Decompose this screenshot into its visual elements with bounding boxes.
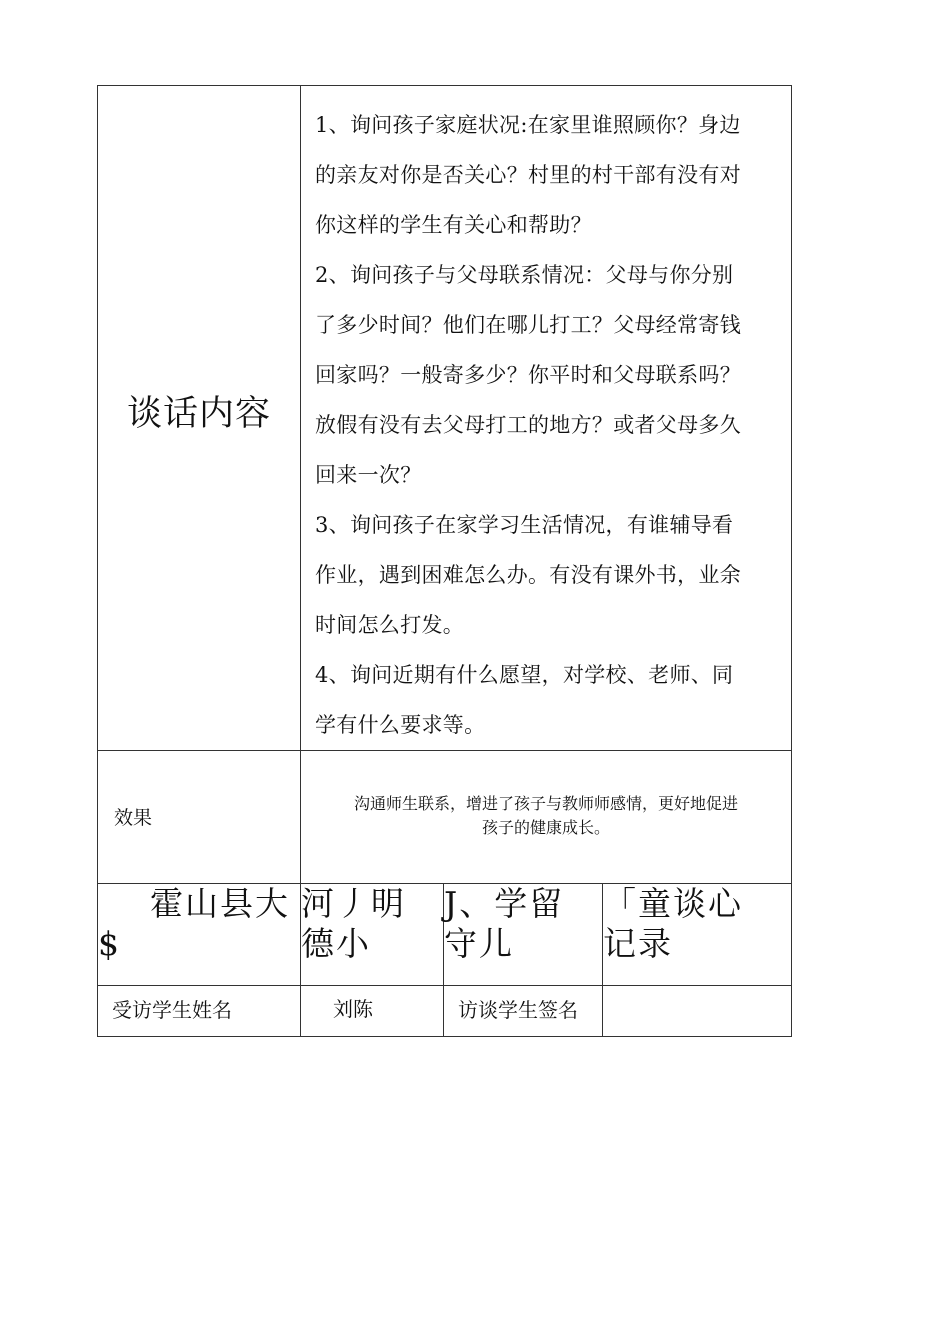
effect-label-cell — [98, 751, 301, 884]
content-label: 谈话内容 — [126, 394, 271, 434]
signature-value-cell — [603, 986, 792, 1037]
effect-line: 孩子的健康成长。 — [482, 818, 611, 837]
content-lines — [315, 86, 783, 750]
effect-text — [301, 751, 791, 840]
title-cell — [444, 884, 603, 986]
title-text: 记录 — [603, 924, 673, 963]
content-line: 了多少时间？他们在哪儿打工？父母经常寄钱 — [315, 313, 741, 337]
content-line: 的亲友对你是否关心？村里的村干部有没有对 — [315, 163, 741, 187]
content-line: 回家吗？一般寄多少？你平时和父母联系吗？ — [315, 363, 741, 387]
title-cell — [603, 884, 792, 986]
effect-text-cell — [301, 751, 792, 884]
title-text: J、学留 — [444, 884, 565, 923]
title-row — [98, 884, 792, 986]
student-name-label: 受访学生姓名 — [112, 998, 232, 1022]
content-label-cell — [98, 86, 301, 751]
signature-label-cell — [444, 986, 603, 1037]
title-cell — [301, 884, 444, 986]
content-row — [98, 86, 792, 751]
signature-row — [98, 986, 792, 1037]
title-text: 霍山县大 — [150, 884, 290, 923]
content-line: 4、询问近期有什么愿望，对学校、老师、同 — [315, 663, 734, 687]
title-text: 德小 — [301, 924, 371, 963]
title-text: 「童谈心 — [603, 884, 743, 923]
content-text-cell — [301, 86, 792, 751]
student-name-value-cell — [301, 986, 444, 1037]
content-line: 时间怎么打发。 — [315, 613, 465, 637]
interview-record-table — [97, 85, 792, 1037]
content-line: 放假有没有去父母打工的地方？或者父母多久 — [315, 413, 741, 437]
effect-row — [98, 751, 792, 884]
effect-line: 沟通师生联系，增进了孩子与教师师感情，更好地促进 — [354, 794, 739, 813]
title-cell — [98, 884, 301, 986]
content-line: 学有什么要求等。 — [315, 713, 486, 737]
title-text: 河丿明 — [301, 884, 406, 923]
effect-label: 效果 — [114, 807, 153, 829]
signature-label: 访谈学生签名 — [458, 998, 578, 1022]
content-line: 你这样的学生有关心和帮助？ — [315, 213, 592, 237]
content-line: 回来一次？ — [315, 463, 422, 487]
title-text: $ — [98, 924, 121, 963]
content-line: 3、询问孩子在家学习生活情况，有谁辅导看 — [315, 513, 734, 537]
student-name-label-cell — [98, 986, 301, 1037]
student-name-value: 刘陈 — [333, 997, 373, 1021]
content-line: 作业，遇到困难怎么办。有没有课外书，业余 — [315, 563, 741, 587]
content-line: 2、询问孩子与父母联系情况：父母与你分别 — [315, 263, 734, 287]
title-text: 守儿 — [444, 924, 514, 963]
content-line: 1、询问孩子家庭状况:在家里谁照顾你？身边 — [315, 113, 741, 137]
